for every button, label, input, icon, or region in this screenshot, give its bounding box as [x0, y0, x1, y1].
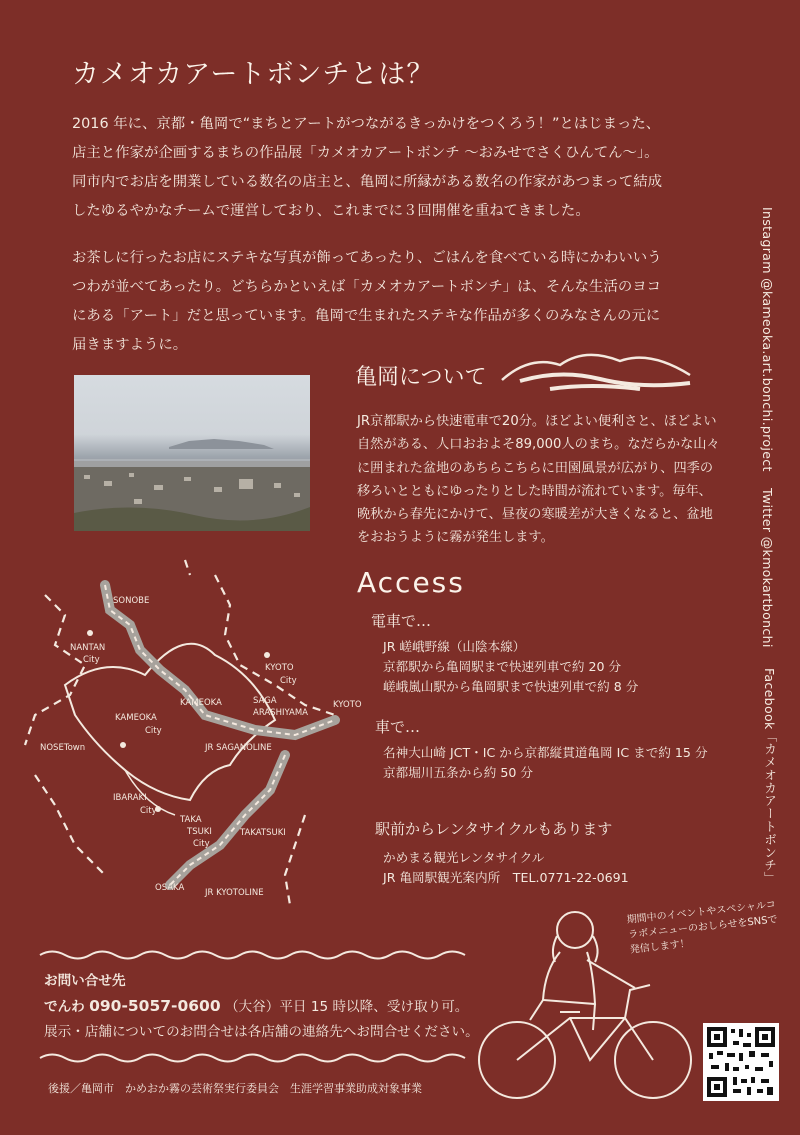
kameoka-line: をおおうように霧が発生します。 [357, 530, 554, 546]
map-label-nose: NOSETown [40, 743, 86, 753]
phone-note: （大谷）平日 15 時以降、受け取り可。 [224, 999, 469, 1015]
map-label-takatsuki-station: TAKATSUKI [240, 828, 286, 838]
instagram-handle: Instagram @kameoka.art.bonchi.project [760, 207, 775, 472]
map-label-takatsuki-3: City [193, 839, 210, 849]
kameoka-line: JR京都駅から快速電車で20分。ほどよい便利さと、ほどよい [357, 414, 717, 429]
intro-line: 店主と作家が企画するまちの作品展「カメオカアートボンチ ～おみせでさくひんてん～」。 [72, 145, 659, 161]
car-line: 名神大山崎 JCT・IC から京都縦貫道亀岡 IC まで約 15 分 [383, 745, 708, 760]
contact-notice: 展示・店舗についてのお問合せは各店舗の連絡先へお問合せください。 [44, 1024, 479, 1040]
map-label-saga: SAGA [253, 696, 277, 706]
facebook-page: Facebook「カメオカアートボンチ」 [762, 668, 777, 885]
access-heading: Access [357, 566, 465, 599]
intro-line: 届きますように。 [72, 337, 188, 353]
intro-line: にある「アート」だと思っています。亀岡で生まれたステキな作品が多くのみなさんの元に [72, 308, 661, 324]
map-label-kyoto-city: KYOTO [265, 663, 294, 673]
sns-note: 期間中のイベントやスペシャルコラボメニューのおしらせをSNSで発信します！ [626, 899, 779, 956]
cycle-line: かめまる観光レンタサイクル [383, 850, 545, 865]
map-label-sonobe: SONOBE [113, 596, 150, 606]
cycle-info [383, 848, 629, 888]
map-label-ibaraki: IBARAKI [113, 793, 147, 803]
mountains-illustration [490, 345, 700, 400]
train-line: 嵯峨嵐山駅から亀岡駅まで快速列車で約 8 分 [383, 679, 639, 694]
map-label-ibaraki-city: City [140, 806, 157, 816]
map-label-takatsuki-2: TSUKI [187, 827, 212, 837]
kameoka-line: 移ろいとともにゆったりとした時間が流れています。毎年、 [357, 483, 712, 499]
wavy-divider-top [40, 945, 465, 965]
map-label-jr-sagano-line: JR SAGANOLINE [205, 743, 272, 753]
train-info [383, 637, 638, 697]
kameoka-line: 晩秋から春先にかけて、昼夜の寒暖差が大きくなると、盆地 [357, 507, 713, 523]
kameoka-line: 自然がある、人口おおよそ89,000人のまち。なだらかな山々 [357, 437, 720, 453]
car-line: 京都堀川五条から約 50 分 [383, 765, 533, 780]
kameoka-heading: 亀岡について [355, 365, 487, 390]
cyclist-illustration [475, 900, 700, 1115]
intro-line: 同市内でお店を開業している数名の店主と、亀岡に所縁がある数名の作家があつまって結成 [72, 174, 663, 190]
map-label-kyoto-city-2: City [280, 676, 297, 686]
map-label-kameoka-station: KAMEOKA [180, 698, 222, 708]
qr-code[interactable] [703, 1023, 779, 1101]
map-label-osaka: OSAKA [155, 883, 185, 893]
intro-line: お茶しに行ったお店にステキな写真が飾ってあったり、ごはんを食べている時にかわいいう [72, 250, 662, 266]
phone-label: でんわ [44, 999, 85, 1015]
kameoka-fog-photo [74, 375, 310, 531]
twitter-handle: Twitter @kmokartbonchi [760, 488, 775, 648]
map-label-kyoto-station: KYOTO [333, 700, 362, 710]
cycle-line: JR 亀岡駅観光案内所 TEL.0771-22-0691 [383, 870, 629, 885]
kameoka-description [357, 410, 727, 550]
map-label-jr-kyoto-line: JR KYOTOLINE [205, 888, 264, 898]
map-label-nantan-city: City [83, 655, 100, 665]
train-line: 京都駅から亀岡駅まで快速列車で約 20 分 [383, 659, 622, 674]
page-title: カメオカアートボンチとは？ [72, 59, 435, 90]
train-line: JR 嵯峨野線（山陰本線） [383, 639, 526, 654]
contact-heading: お問い合せ先 [44, 973, 126, 989]
sponsors: 後援／亀岡市 かめおか霧の芸術祭実行委員会 生涯学習事業助成対象事業 [48, 1082, 422, 1095]
wavy-divider-bottom [40, 1048, 465, 1068]
intro-line: 2016 年に、京都・亀岡で“まちとアートがつながるきっかけをつくろう！”とはじまった、 [72, 116, 661, 132]
map-label-kameoka-city: KAMEOKA [115, 713, 157, 723]
map-label-kameoka-city-2: City [145, 726, 162, 736]
intro-paragraph-2 [72, 244, 702, 360]
map-label-arashiyama: ARASHIYAMA [253, 708, 308, 718]
car-heading: 車で… [375, 718, 421, 736]
map-label-nantan: NANTAN [70, 643, 106, 653]
cycle-heading: 駅前からレンタサイクルもあります [375, 820, 613, 838]
intro-line: したゆるやかなチームで運営しており、これまでに３回開催を重ねてきました。 [72, 203, 590, 219]
phone-number: 090-5057-0600 [89, 997, 221, 1015]
kameoka-line: に囲まれた盆地のあちらこちらに田園風景が広がり、四季の [357, 460, 714, 476]
contact-block [44, 969, 479, 1045]
intro-line: つわが並べてあったり。どちらかといえば「カメオカアートボンチ」は、そんな生活のヨコ [72, 279, 662, 295]
intro-paragraph-1 [72, 110, 702, 226]
train-heading: 電車で… [371, 612, 432, 630]
access-map [15, 555, 362, 935]
map-label-takatsuki: TAKA [180, 815, 202, 825]
car-info [383, 743, 708, 783]
